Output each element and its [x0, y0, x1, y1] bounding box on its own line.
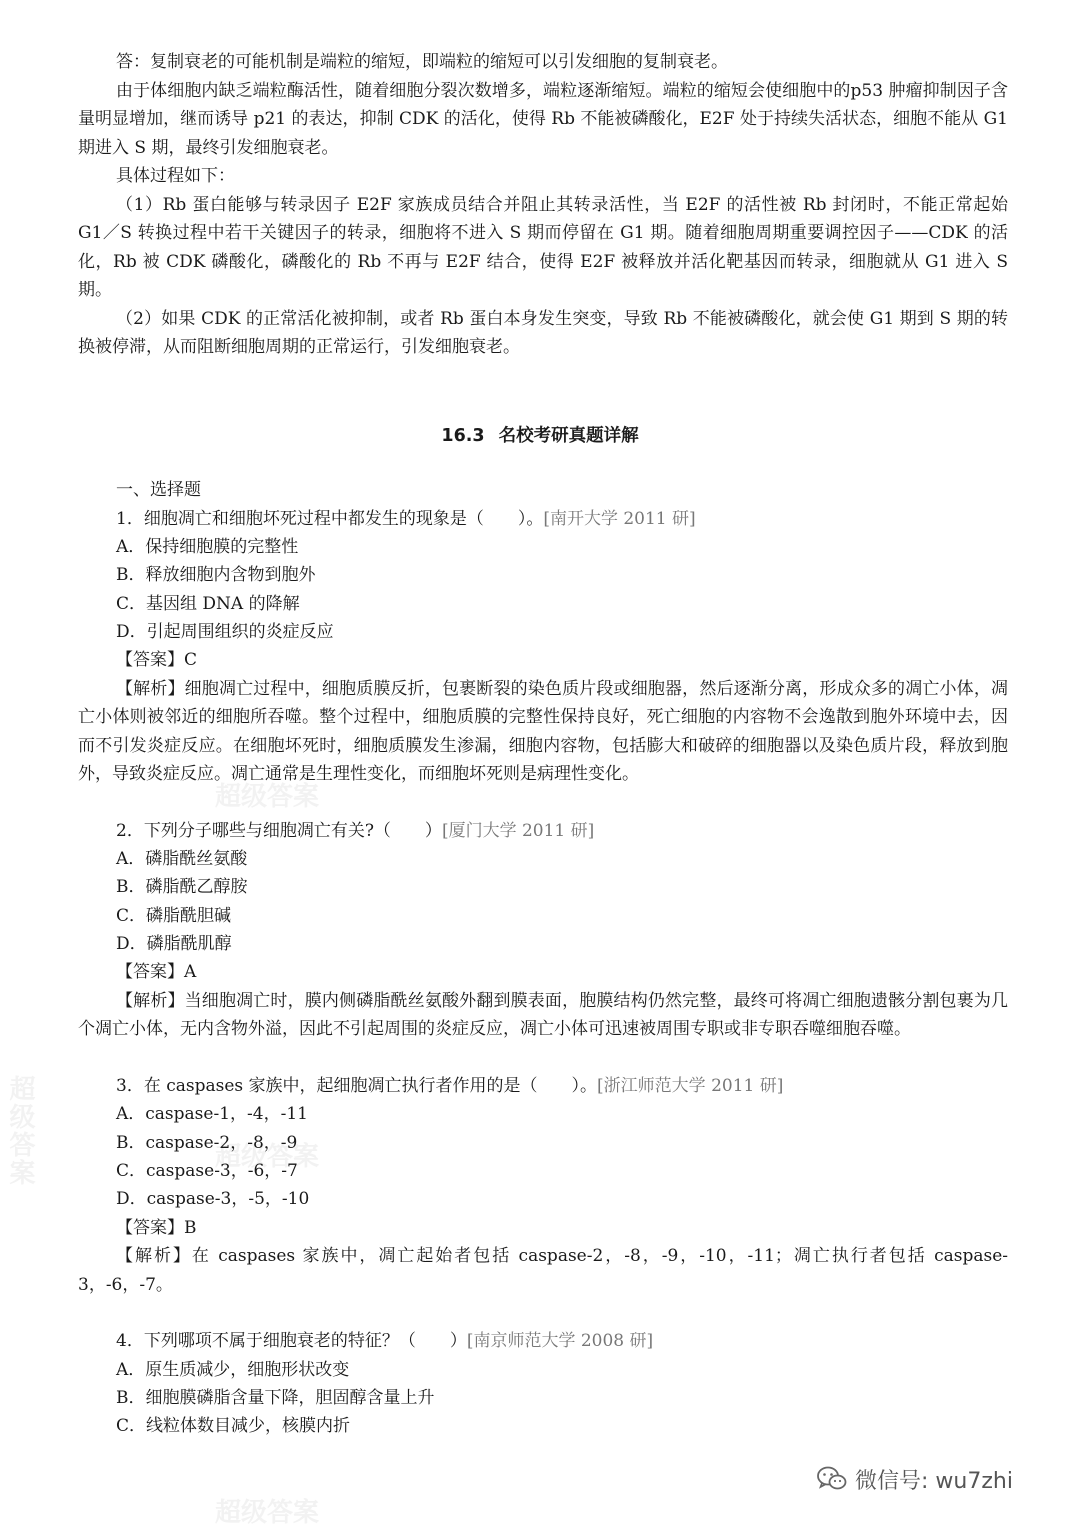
question-stem: 3．在 caspases 家族中，起细胞凋亡执行者作用的是（ ）。	[116, 1075, 598, 1096]
process-step-1: （1）Rb 蛋白能够与转录因子 E2F 家族成员结合并阻止其转录活性，当 E2F 的活性被 Rb 封闭时，不能正常起始 G1／S 转换过程中若干关键因子的转录，细胞将不进入 S 期而停留在 G1 期。随着细胞周期重要调控因子——CDK 的活化，Rb 被 CDK 磷酸化，磷酸化的 Rb 不再与 E2F 结合，使得 E2F 被释放并活化靶基因而转录，细胞就从 G1 进入 S 期。	[78, 194, 1008, 300]
process-step-2: （2）如果 CDK 的正常活化被抑制，或者 Rb 蛋白本身发生突变，导致 Rb 不能被磷酸化，就会使 G1 期到 S 期的转换被停滞，从而阻断细胞周期的正常运行，引发细胞衰老。	[78, 308, 1008, 357]
question-list	[78, 476, 1008, 1440]
option-a: A．磷脂酰丝氨酸	[116, 849, 248, 870]
option-a: A．保持细胞膜的完整性	[116, 537, 299, 557]
analysis-paragraph: 【解析】在 caspases 家族中，凋亡起始者包括 caspase-2，-8，-9，-10，-11；凋亡执行者包括 caspase-3，-6，-7。	[78, 1246, 1008, 1295]
question-3	[78, 1072, 1008, 1299]
option-d: D．引起周围组织的炎症反应	[116, 621, 334, 642]
question-source: [南开大学 2011 研]	[543, 508, 696, 529]
question-source: [浙江师范大学 2011 研]	[597, 1075, 784, 1096]
question-1	[78, 505, 1008, 789]
answer-label: 【答案】B	[116, 1217, 197, 1238]
option-b: B．caspase-2，-8，-9	[116, 1132, 298, 1153]
option-d: D．caspase-3，-5，-10	[116, 1189, 310, 1210]
section-title	[0, 422, 1080, 447]
category-heading: 一、选择题	[116, 480, 201, 500]
watermark: 超级答案	[215, 1142, 320, 1172]
option-c: C．磷脂酰胆碱	[116, 905, 232, 926]
process-header: 具体过程如下：	[116, 166, 235, 186]
answer-line: 答：复制衰老的可能机制是端粒的缩短，即端粒的缩短可以引发细胞的复制衰老。	[116, 52, 728, 72]
question-stem: 4．下列哪项不属于细胞衰老的特征？（ ）	[116, 1331, 467, 1352]
watermark: 超级答案	[215, 1498, 320, 1528]
watermark: 超级答案	[215, 782, 320, 812]
option-c: C．基因组 DNA 的降解	[116, 593, 300, 614]
question-stem: 2．下列分子哪些与细胞凋亡有关?（ ）	[116, 820, 442, 841]
question-source: [厦门大学 2011 研]	[441, 820, 595, 841]
watermark-vertical: 超级答案	[5, 1075, 35, 1187]
intro-answer	[78, 48, 1008, 362]
option-b: B．磷脂酰乙醇胺	[116, 877, 248, 898]
option-c: C．caspase-3，-6，-7	[116, 1160, 298, 1181]
section-heading: 名校考研真题详解	[498, 426, 639, 446]
wechat-icon	[817, 1466, 847, 1492]
option-b: B．释放细胞内含物到胞外	[116, 565, 316, 586]
analysis-paragraph: 【解析】细胞凋亡过程中，细胞质膜反折，包裹断裂的染色质片段或细胞器，然后逐渐分离，形成众多的凋亡小体，凋亡小体则被邻近的细胞所吞噬。整个过程中，细胞质膜的完整性保持良好，死亡细胞的内容物不会逸散到胞外环境中去，因而不引发炎症反应。在细胞坏死时，细胞质膜发生渗漏，细胞内容物，包括膨大和破碎的细胞器以及染色质片段，释放到胞外，导致炎症反应。凋亡通常是生理性变化，而细胞坏死则是病理性变化。	[78, 678, 1008, 785]
option-a: A．原生质减少，细胞形状改变	[116, 1359, 350, 1380]
wechat-footer	[817, 1461, 1013, 1497]
question-2	[78, 817, 1008, 1044]
wechat-account-label: 微信号: wu7zhi	[855, 1468, 1013, 1494]
option-b: B．细胞膜磷脂含量下降，胆固醇含量上升	[116, 1387, 435, 1408]
question-stem: 1．细胞凋亡和细胞坏死过程中都发生的现象是（ ）。	[116, 508, 544, 529]
analysis-paragraph: 【解析】当细胞凋亡时，膜内侧磷脂酰丝氨酸外翻到膜表面，胞膜结构仍然完整，最终可将凋亡细胞遗骸分割包裹为几个凋亡小体，无内含物外溢，因此不引起周围的炎症反应，凋亡小体可迅速被周围专职或非专职吞噬细胞吞噬。	[78, 990, 1008, 1040]
explanation-paragraph: 由于体细胞内缺乏端粒酶活性，随着细胞分裂次数增多，端粒逐渐缩短。端粒的缩短会使细胞中的p53 肿瘤抑制因子含量明显增加，继而诱导 p21 的表达，抑制 CDK 的活化，使得 Rb 不能被磷酸化，E2F 处于持续失活状态，细胞不能从 G1 期进入 S 期，最终引发细胞衰老。	[78, 80, 1008, 158]
question-4	[78, 1327, 1008, 1440]
answer-label: 【答案】C	[116, 650, 198, 671]
option-c: C．线粒体数目减少，核膜内折	[116, 1416, 351, 1437]
answer-label: 【答案】A	[116, 962, 197, 983]
question-source: [南京师范大学 2008 研]	[466, 1331, 654, 1352]
option-d: D．磷脂酰肌醇	[116, 934, 232, 955]
option-a: A．caspase-1，-4，-11	[116, 1104, 308, 1125]
section-number: 16.3	[441, 426, 485, 446]
